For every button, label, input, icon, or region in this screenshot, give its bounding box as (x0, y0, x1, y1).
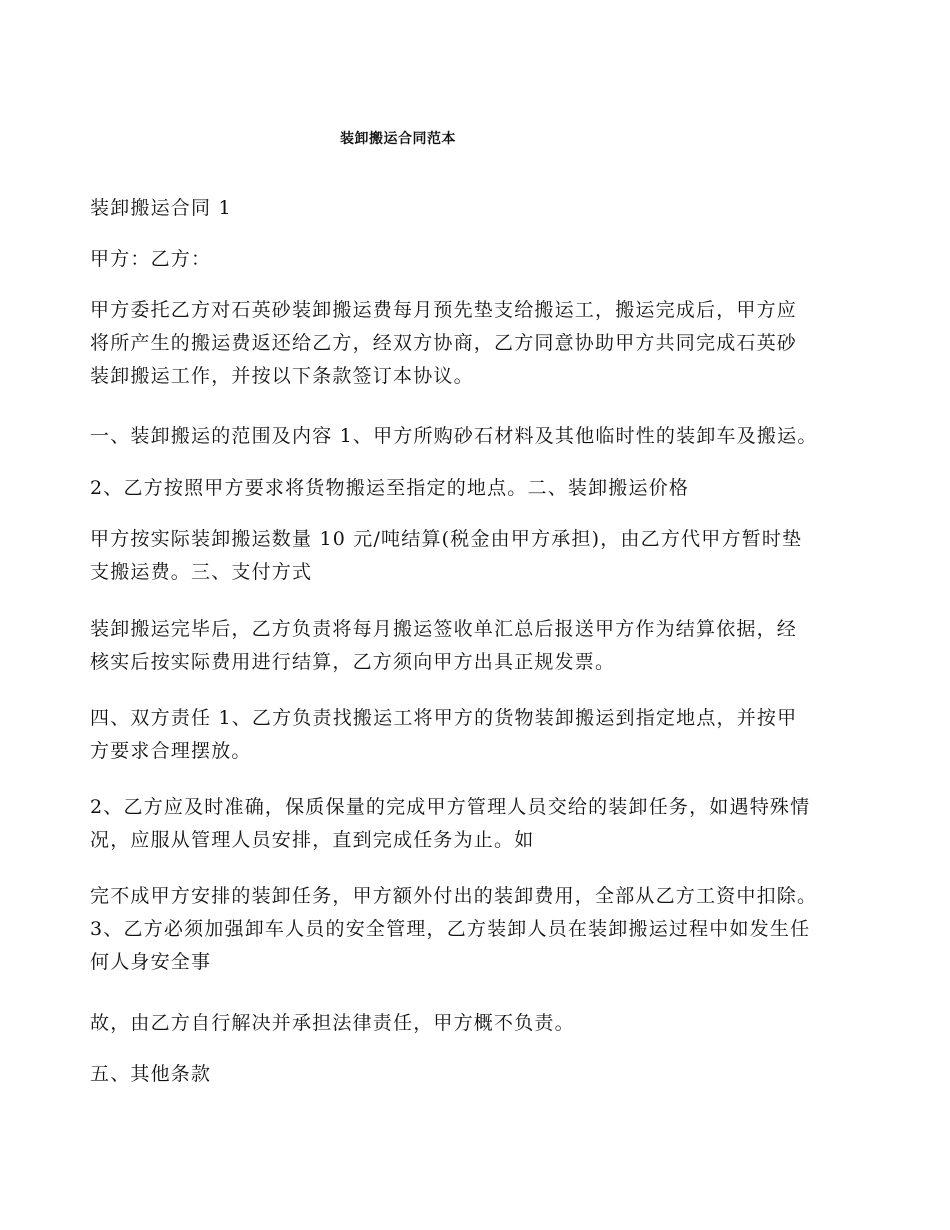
text-line: 甲方按实际装卸搬运数量 10 元/吨结算(税金由甲方承担)，由乙方代甲方暂时垫 (90, 528, 803, 550)
text-line: 四、双方责任 1、乙方负责找搬运工将甲方的货物装卸搬运到指定地点，并按甲 (90, 707, 798, 729)
text-line: 装卸搬运工作，并按以下条款签订本协议。 (90, 365, 474, 387)
text-line: 五、其他条款 (90, 1063, 212, 1085)
text-line: 况，应服从管理人员安排，直到完成任务为止。如 (90, 829, 535, 851)
text-line: 2、乙方按照甲方要求将货物搬运至指定的地点。二、装卸搬运价格 (90, 477, 690, 499)
text-line: 2、乙方应及时准确，保质保量的完成甲方管理人员交给的装卸任务，如遇特殊情 (90, 796, 811, 818)
text-line: 装卸搬运完毕后，乙方负责将每月搬运签收单汇总后报送甲方作为结算依据，经 (90, 618, 798, 640)
paragraph-parties (90, 243, 880, 276)
text-line: 3、乙方必须加强卸车人员的安全管理，乙方装卸人员在装卸搬运过程中如发生任 (90, 918, 811, 940)
paragraph-contract-heading (90, 192, 880, 225)
paragraph-price (90, 523, 880, 589)
paragraph-intro (90, 294, 880, 393)
paragraph-responsibility-1 (90, 702, 880, 768)
text-line: 方要求合理摆放。 (90, 740, 252, 762)
text-line: 甲方：乙方： (90, 248, 212, 270)
document-title: 装卸搬运合同范本 (340, 131, 456, 147)
text-line: 装卸搬运合同 1 (90, 197, 232, 219)
text-line: 核实后按实际费用进行结算，乙方须向甲方出具正规发票。 (90, 651, 616, 673)
paragraph-payment (90, 613, 880, 679)
paragraph-responsibility-3 (90, 880, 880, 979)
paragraph-liability (90, 1007, 880, 1040)
text-line: 故，由乙方自行解决并承担法律责任，甲方概不负责。 (90, 1012, 575, 1034)
text-line: 将所产生的搬运费返还给乙方，经双方协商，乙方同意协助甲方共同完成石英砂 (90, 332, 798, 354)
paragraph-responsibility-2 (90, 791, 880, 857)
text-line: 甲方委托乙方对石英砂装卸搬运费每月预先垫支给搬运工，搬运完成后，甲方应 (90, 299, 798, 321)
text-line: 支搬运费。三、支付方式 (90, 561, 313, 583)
text-line: 何人身安全事 (90, 951, 212, 973)
text-line: 一、装卸搬运的范围及内容 1、甲方所购砂石材料及其他临时性的装卸车及搬运。 (90, 425, 818, 447)
paragraph-scope (90, 420, 880, 453)
text-line: 完不成甲方安排的装卸任务，甲方额外付出的装卸费用，全部从乙方工资中扣除。 (90, 885, 818, 907)
paragraph-other-terms (90, 1058, 880, 1091)
paragraph-scope-2 (90, 472, 880, 505)
